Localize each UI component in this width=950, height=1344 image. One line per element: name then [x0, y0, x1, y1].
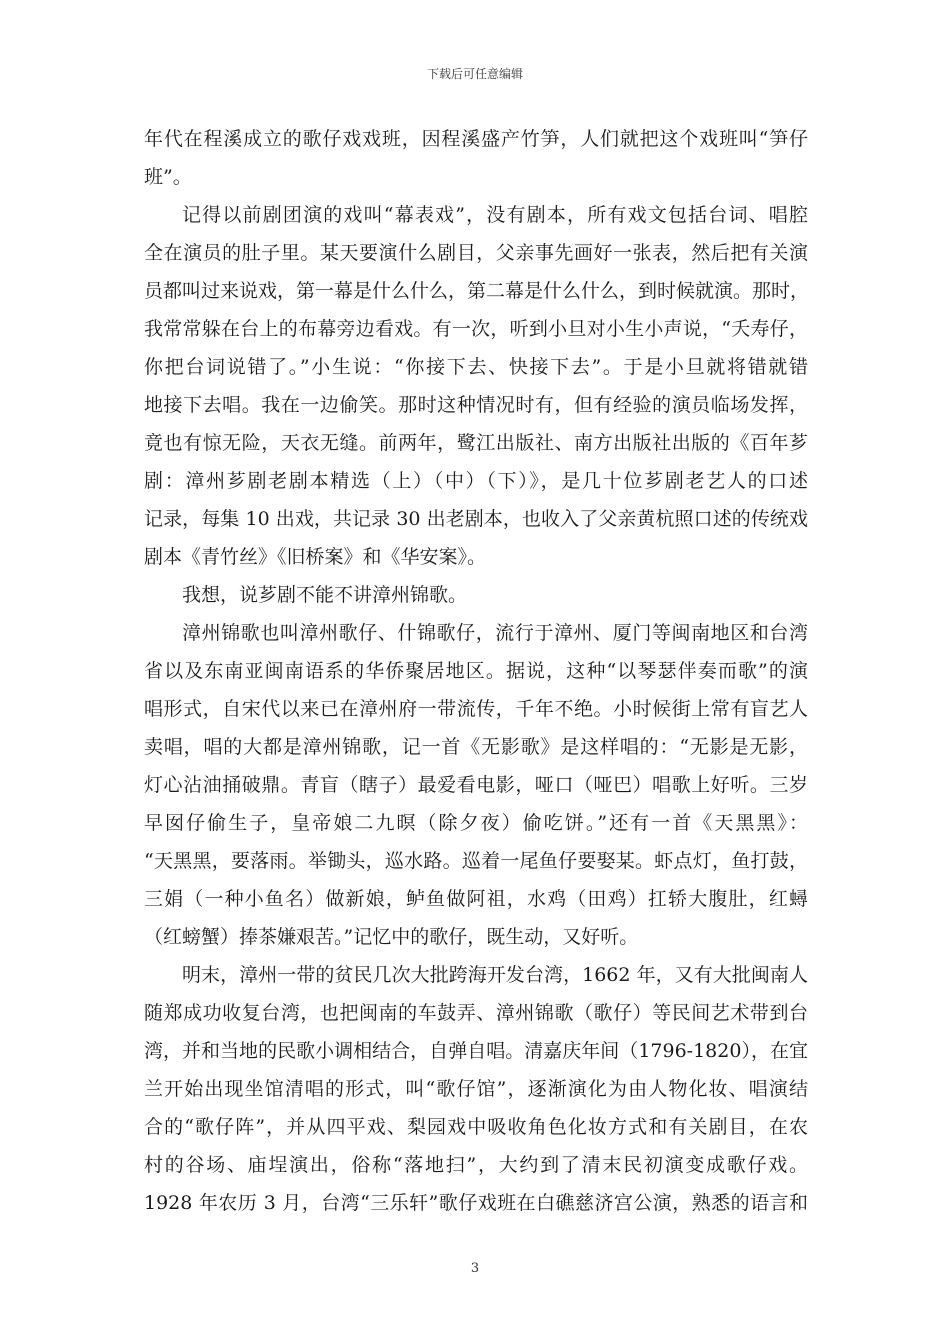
- text-line: 漳州锦歌也叫漳州歌仔、什锦歌仔，流行于漳州、厦门等闽南地区和台湾: [182, 622, 808, 644]
- text-line: 班”。: [144, 166, 192, 188]
- text-line: 湾，并和当地的民歌小调相结合，自弹自唱。清嘉庆年间（1796-1820），在宜: [144, 1040, 808, 1062]
- text-line: 地接下去唱。我在一边偷笑。那时这种情况时有，但有经验的演员临场发挥，: [144, 394, 808, 416]
- body-text: [144, 120, 808, 1222]
- text-line: 全在演员的肚子里。某天要演什么剧目，父亲事先画好一张表，然后把有关演: [144, 242, 808, 264]
- text-line: 明末，漳州一带的贫民几次大批跨海开发台湾，1662 年，又有大批闽南人: [182, 964, 808, 986]
- text-line: 竟也有惊无险，天衣无缝。前两年，鹭江出版社、南方出版社出版的《百年芗: [144, 432, 808, 454]
- text-line: 我常常躲在台上的布幕旁边看戏。有一次，听到小旦对小生小声说，“夭寿仔，: [144, 318, 808, 340]
- text-line: 唱形式，自宋代以来已在漳州府一带流传，千年不绝。小时候街上常有盲艺人: [144, 698, 808, 720]
- text-line: 员都叫过来说戏，第一幕是什么什么，第二幕是什么什么，到时候就演。那时，: [144, 280, 810, 302]
- text-line: 省以及东南亚闽南语系的华侨聚居地区。据说，这种“以琴瑟伴奏而歌”的演: [144, 660, 808, 682]
- text-line: 年代在程溪成立的歌仔戏戏班，因程溪盛产竹笋，人们就把这个戏班叫“笋仔: [144, 128, 808, 150]
- text-line: 村的谷场、庙埕演出，俗称“落地扫”，大约到了清末民初演变成歌仔戏。: [144, 1154, 808, 1176]
- text-line: 剧：漳州芗剧老剧本精选（上）（中）（下）》，是几十位芗剧老艺人的口述: [144, 470, 808, 492]
- text-line: 兰开始出现坐馆清唱的形式，叫“歌仔馆”，逐渐演化为由人物化妆、唱演结: [144, 1078, 808, 1100]
- text-line: “天黑黑，要落雨。举锄头，巡水路。巡着一尾鱼仔要娶某。虾点灯，鱼打鼓，: [144, 850, 808, 872]
- text-line: 合的“歌仔阵”，并从四平戏、梨园戏中吸收角色化妆方式和有关剧目，在农: [144, 1116, 808, 1138]
- text-line: 随郑成功收复台湾，也把闽南的车鼓弄、漳州锦歌（歌仔）等民间艺术带到台: [144, 1002, 808, 1024]
- text-line: 我想，说芗剧不能不讲漳州锦歌。: [182, 584, 468, 606]
- text-line: 记录，每集 10 出戏，共记录 30 出老剧本，也收入了父亲黄杭照口述的传统戏: [144, 508, 808, 530]
- page-number: 3: [470, 1261, 480, 1276]
- text-line: 你把台词说错了。”小生说：“你接下去、快接下去”。于是小旦就将错就错: [144, 356, 808, 378]
- text-line: 三娟（一种小鱼名）做新娘，鲈鱼做阿祖，水鸡（田鸡）扛轿大腹肚，红蟳: [144, 888, 808, 910]
- text-line: 早囡仔偷生子，皇帝娘二九暝（除夕夜）偷吃饼。”还有一首《天黑黑》：: [144, 812, 808, 834]
- page-header: 下载后可任意编辑: [426, 67, 523, 81]
- text-line: 记得以前剧团演的戏叫“幕表戏”，没有剧本，所有戏文包括台词、唱腔: [182, 204, 808, 226]
- text-line: （红螃蟹）捧茶嫌艰苦。”记忆中的歌仔，既生动，又好听。: [144, 926, 639, 948]
- text-line: 灯心沾油捅破鼎。青盲（瞎子）最爱看电影，哑口（哑巴）唱歌上好听。三岁: [144, 774, 808, 796]
- text-line: 1928 年农历 3 月，台湾“三乐轩”歌仔戏班在白礁慈济宫公演，熟悉的语言和: [144, 1192, 808, 1214]
- text-line: 卖唱，唱的大都是漳州锦歌，记一首《无影歌》是这样唱的：“无影是无影，: [144, 736, 808, 758]
- text-line: 剧本《青竹丝》《旧桥案》和《华安案》。: [144, 546, 487, 568]
